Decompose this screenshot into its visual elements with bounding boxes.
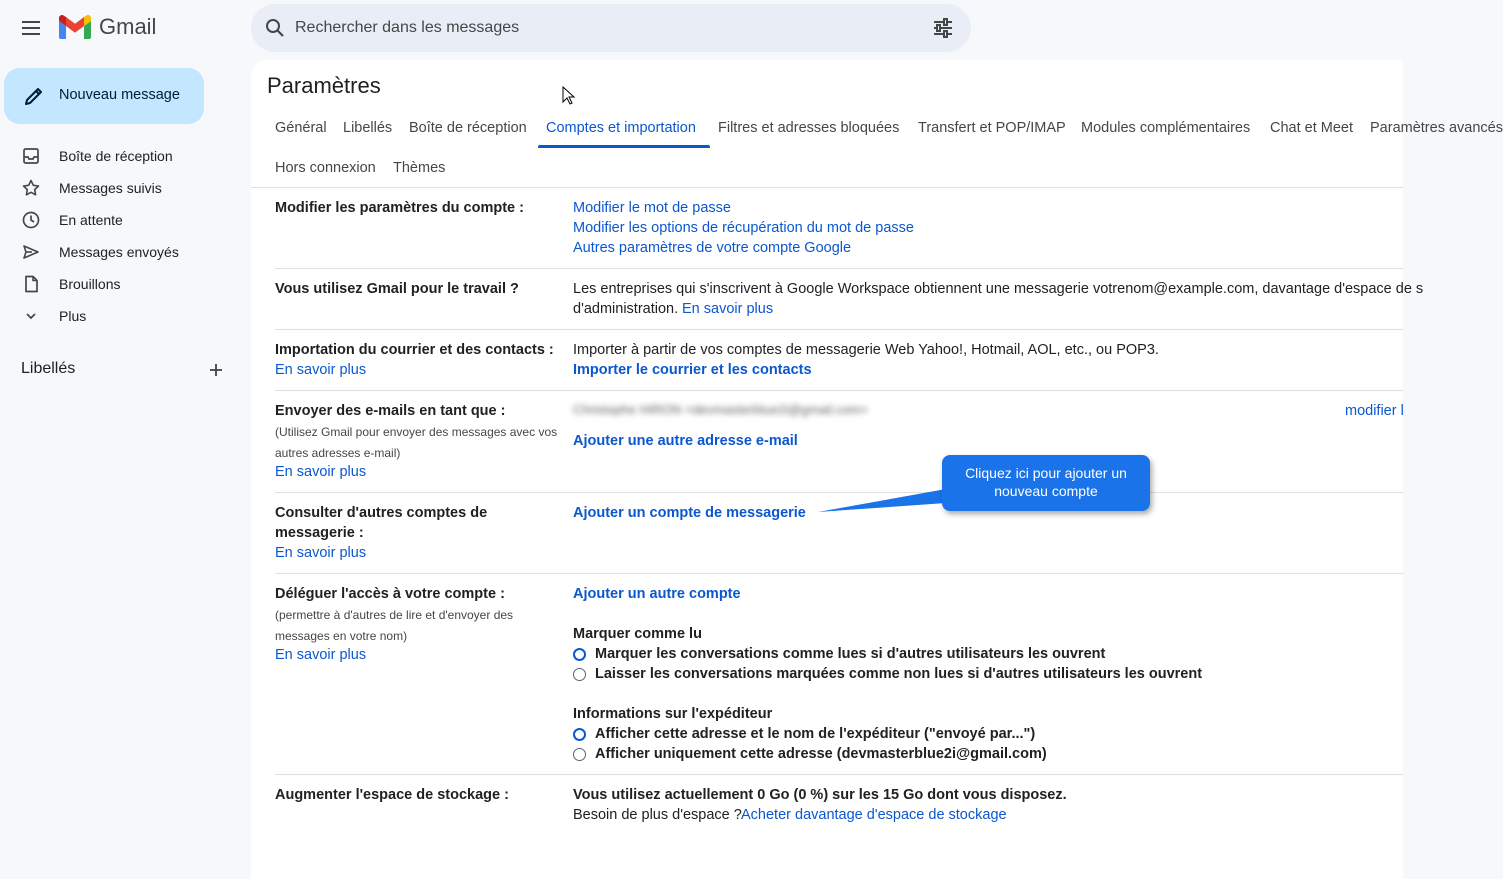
delegate-description: (permettre à d'autres de lire et d'envoyer des messages en votre nom) <box>275 608 514 643</box>
send-as-address: Christophe HIRON <devmasterblue2i@gmail.com> <box>573 402 868 417</box>
mouse-cursor-icon <box>562 86 576 106</box>
sidebar-item-label: Brouillons <box>59 276 121 292</box>
workspace-description-cont: d'administration. <box>573 301 679 317</box>
gmail-m-icon <box>59 15 91 39</box>
buy-storage-link[interactable]: Acheter davantage d'espace de stockage <box>741 807 1007 823</box>
send-as-description: (Utilisez Gmail pour envoyer des messages avec vos autres adresses e-mail) <box>275 425 558 460</box>
pencil-icon <box>22 84 46 108</box>
tab-general[interactable]: Général <box>275 120 327 136</box>
tab-themes[interactable]: Thèmes <box>393 160 446 176</box>
page-title: Paramètres <box>267 73 381 98</box>
sidebar-item-starred[interactable] <box>0 172 250 204</box>
star-icon <box>21 178 41 198</box>
app-name: Gmail <box>99 14 157 39</box>
radio-button[interactable] <box>573 748 586 761</box>
radio-label: Marquer les conversations comme lues si d'autres utilisateurs les ouvrent <box>595 646 1106 662</box>
need-more-space-text: Besoin de plus d'espace ? <box>573 807 742 823</box>
tab-forwarding[interactable]: Transfert et POP/IMAP <box>918 120 1066 136</box>
work-label: Vous utilisez Gmail pour le travail ? <box>275 281 519 297</box>
storage-usage: Vous utilisez actuellement 0 Go (0 %) sur les 15 Go dont vous disposez. <box>573 787 1067 803</box>
import-label: Importation du courrier et des contacts : <box>275 342 554 358</box>
radio-label: Afficher cette adresse et le nom de l'expéditeur ("envoyé par...") <box>595 726 1036 742</box>
search-bar[interactable] <box>251 4 971 52</box>
show-address-only-option[interactable] <box>573 744 1047 764</box>
sidebar-nav <box>0 140 250 332</box>
tab-addons[interactable]: Modules complémentaires <box>1081 120 1251 136</box>
callout-pointer <box>818 485 948 515</box>
sidebar-item-label: Plus <box>59 308 87 324</box>
main-menu-button[interactable] <box>19 16 43 40</box>
tab-filters[interactable]: Filtres et adresses bloquées <box>718 120 900 136</box>
divider <box>275 329 1403 330</box>
divider <box>275 573 1403 574</box>
sidebar-item-label: Messages envoyés <box>59 244 179 260</box>
storage-label: Augmenter l'espace de stockage : <box>275 787 509 803</box>
compose-button[interactable] <box>4 68 204 124</box>
delegate-label: Déléguer l'accès à votre compte : <box>275 586 505 602</box>
tab-offline[interactable]: Hors connexion <box>275 160 376 176</box>
tab-chat-meet[interactable]: Chat et Meet <box>1270 120 1354 136</box>
add-email-address-link[interactable]: Ajouter une autre adresse e-mail <box>573 433 798 449</box>
gmail-logo[interactable] <box>59 14 156 40</box>
labels-heading: Libellés <box>21 360 76 377</box>
add-label-icon[interactable] <box>207 361 225 379</box>
radio-label: Afficher uniquement cette adresse (devmasterblue2i@gmail.com) <box>595 746 1047 762</box>
draft-icon <box>21 274 41 294</box>
radio-button[interactable] <box>573 668 586 681</box>
workspace-learn-more-link[interactable]: En savoir plus <box>682 301 774 317</box>
check-other-accounts-label: Consulter d'autres comptes de messagerie : <box>275 505 488 541</box>
search-icon[interactable] <box>263 16 287 40</box>
divider <box>275 390 1403 391</box>
account-settings-label: Modifier les paramètres du compte : <box>275 200 524 216</box>
divider <box>251 187 1403 188</box>
sidebar-item-snoozed[interactable] <box>0 204 250 236</box>
edit-send-as-link[interactable]: modifier l <box>1345 403 1404 419</box>
send-as-learn-more-link[interactable]: En savoir plus <box>275 464 367 480</box>
mark-read-option[interactable] <box>573 644 1105 664</box>
tab-labels[interactable]: Libellés <box>343 120 393 136</box>
send-as-label: Envoyer des e-mails en tant que : <box>275 403 506 419</box>
radio-label: Laisser les conversations marquées comme non lues si d'autres utilisateurs les ouvrent <box>595 666 1203 682</box>
tab-advanced[interactable]: Paramètres avancés <box>1370 120 1503 136</box>
search-options-icon[interactable] <box>931 16 955 40</box>
inbox-icon <box>21 146 41 166</box>
google-account-settings-link[interactable]: Autres paramètres de votre compte Google <box>573 240 852 256</box>
import-mail-contacts-link[interactable]: Importer le courrier et les contacts <box>573 362 812 378</box>
workspace-description: Les entreprises qui s'inscrivent à Google Workspace obtiennent une messagerie votrenom@example.com, davantage d'espace de s <box>573 281 1424 297</box>
show-address-and-sender-option[interactable] <box>573 724 1035 744</box>
chevron-down-icon <box>21 306 41 326</box>
compose-label: Nouveau message <box>59 87 180 103</box>
change-password-link[interactable]: Modifier le mot de passe <box>573 200 731 216</box>
divider <box>275 268 1403 269</box>
sender-info-heading: Informations sur l'expéditeur <box>573 706 773 722</box>
delegate-learn-more-link[interactable]: En savoir plus <box>275 647 367 663</box>
sidebar-item-more[interactable] <box>0 300 250 332</box>
radio-button[interactable] <box>573 648 586 661</box>
import-learn-more-link[interactable]: En savoir plus <box>275 362 367 378</box>
sidebar-item-label: En attente <box>59 212 123 228</box>
sidebar-item-label: Messages suivis <box>59 180 162 196</box>
import-description: Importer à partir de vos comptes de messagerie Web Yahoo!, Hotmail, AOL, etc., ou POP3. <box>573 342 1159 358</box>
search-input[interactable] <box>295 4 895 52</box>
radio-button[interactable] <box>573 728 586 741</box>
send-icon <box>21 242 41 262</box>
sidebar-item-inbox[interactable] <box>0 140 250 172</box>
settings-panel <box>251 60 1503 879</box>
callout-annotation: Cliquez ici pour ajouter un nouveau compte <box>942 455 1150 511</box>
keep-unread-option[interactable] <box>573 664 1202 684</box>
tab-inbox[interactable]: Boîte de réception <box>409 120 527 136</box>
add-delegate-account-link[interactable]: Ajouter un autre compte <box>573 586 741 602</box>
divider <box>275 774 1403 775</box>
recovery-options-link[interactable]: Modifier les options de récupération du mot de passe <box>573 220 914 236</box>
other-accounts-learn-more-link[interactable]: En savoir plus <box>275 545 367 561</box>
sidebar-item-label: Boîte de réception <box>59 148 173 164</box>
sidebar-item-sent[interactable] <box>0 236 250 268</box>
add-mail-account-link[interactable]: Ajouter un compte de messagerie <box>573 505 806 521</box>
sidebar-item-drafts[interactable] <box>0 268 250 300</box>
clock-icon <box>21 210 41 230</box>
tab-accounts-import[interactable]: Comptes et importation <box>546 120 696 136</box>
active-tab-indicator <box>538 145 710 148</box>
mark-as-read-heading: Marquer comme lu <box>573 626 702 642</box>
